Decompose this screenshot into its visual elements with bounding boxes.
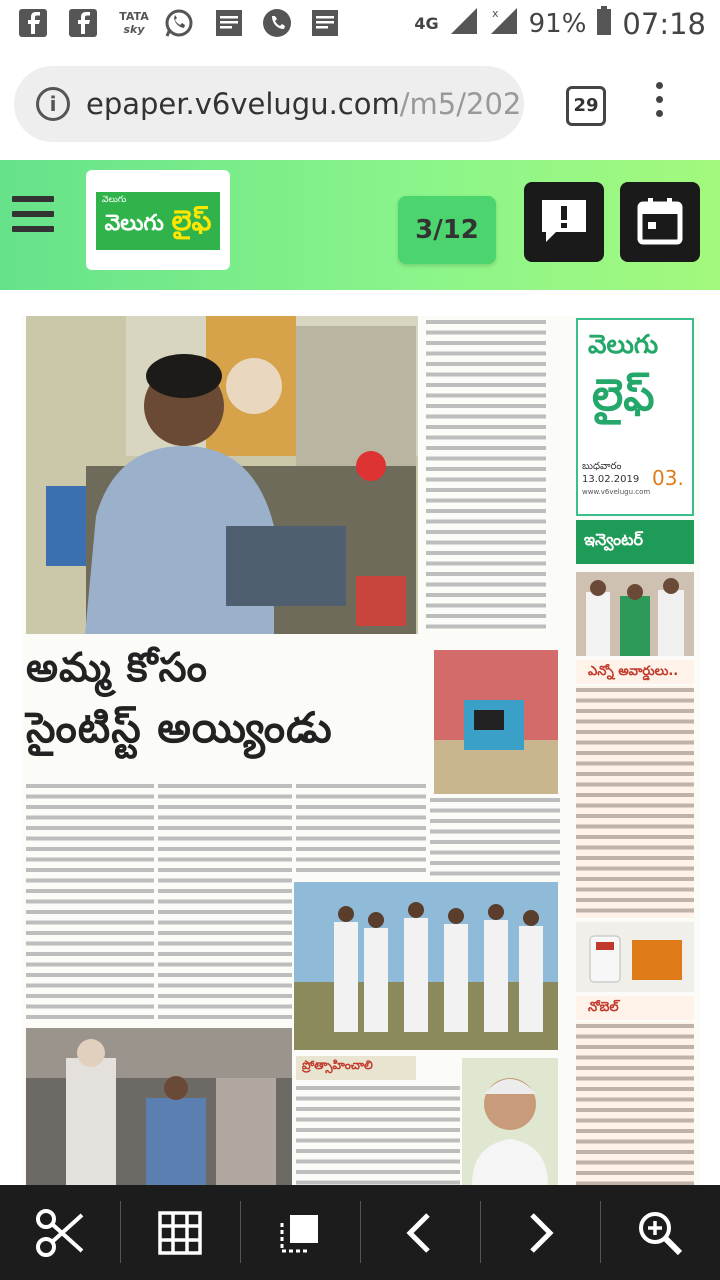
newspaper-page [22, 316, 700, 1185]
article-text-column [296, 782, 426, 878]
calendar-button[interactable] [620, 182, 700, 262]
article-text-column [26, 782, 154, 1020]
crop-button[interactable] [240, 1185, 360, 1280]
tab-switcher-button[interactable]: 29 [566, 86, 606, 126]
sidebar-masthead [576, 318, 694, 516]
crop-icon [278, 1211, 322, 1255]
tata-label: TATA [119, 10, 149, 23]
article-text-column [430, 796, 560, 878]
sidebar-heading-nobel: నోబెల్ [576, 996, 694, 1020]
phone-icon [262, 8, 292, 38]
chevron-left-icon [400, 1211, 440, 1255]
device-photo [434, 650, 558, 794]
section-tag [576, 520, 694, 564]
edition-site: www.v6velugu.com [582, 488, 651, 496]
clip-button[interactable] [0, 1185, 120, 1280]
sidebar-text [576, 686, 694, 918]
logo-main-text: వెలుగు [104, 211, 164, 236]
main-article-photo [26, 316, 418, 634]
status-bar [0, 0, 720, 48]
next-page-button[interactable] [480, 1185, 600, 1280]
sidebar-device-photo [576, 922, 694, 992]
event-photo [26, 1028, 292, 1185]
masthead-main: లైఫ్ [592, 370, 655, 421]
battery-icon [596, 6, 612, 43]
logo-small-text: వెలుగు [102, 195, 127, 205]
whatsapp-icon [164, 8, 194, 38]
zoom-button[interactable] [600, 1185, 720, 1280]
clock: 07:18 [622, 7, 706, 41]
edition-day: బుధవారం [582, 461, 622, 472]
velugu-life-logo[interactable] [86, 170, 230, 270]
facebook-icon [68, 8, 98, 38]
svg-text:x: x [491, 6, 499, 20]
edition-date: 13.02.2019 [582, 474, 640, 485]
sidebar-text [576, 1022, 694, 1185]
status-right [414, 4, 720, 44]
grid-icon [158, 1211, 202, 1255]
overflow-menu-icon[interactable] [656, 82, 666, 124]
battery-percent: 91% [528, 9, 587, 39]
signal-icon [449, 6, 479, 43]
previous-page-button[interactable] [360, 1185, 480, 1280]
grid-view-button[interactable] [120, 1185, 240, 1280]
article-text-column [426, 318, 546, 634]
sky-label: sky [123, 23, 145, 36]
facebook-icon [18, 8, 48, 38]
sidebar-award-photo [576, 572, 694, 656]
bottom-toolbar [0, 1185, 720, 1280]
info-icon[interactable]: i [36, 87, 70, 121]
article-text-column [158, 782, 292, 1020]
report-button[interactable] [524, 182, 604, 262]
section-label: ఇన్వెంటర్ [584, 530, 644, 549]
epaper-app-bar [0, 160, 720, 290]
url-text[interactable] [86, 87, 521, 121]
document-icon [310, 8, 340, 38]
calendar-icon [620, 182, 700, 262]
zoom-in-icon [636, 1209, 684, 1257]
article-subheading: ప్రోత్సాహించాలి [302, 1058, 373, 1072]
url-path: /m5/202 [399, 87, 522, 121]
epaper-viewer[interactable] [0, 290, 720, 1185]
sidebar-heading-awards: ఎన్నో అవార్డులు.. [576, 660, 694, 684]
url-host: epaper.v6velugu.com [86, 87, 400, 121]
document-icon [214, 8, 244, 38]
network-type: 4G [414, 14, 439, 33]
menu-icon[interactable] [12, 196, 54, 241]
logo-accent-text: లైఫ్ [171, 204, 212, 237]
group-photo [294, 882, 558, 1050]
tata-sky-icon [114, 10, 154, 40]
article-text-column [296, 1084, 460, 1185]
browser-toolbar [0, 48, 720, 160]
logo-badge [96, 192, 220, 250]
signal-icon [489, 6, 519, 43]
subheading-band [296, 1056, 416, 1080]
page-indicator[interactable]: 3/12 [398, 196, 496, 264]
scissors-icon [34, 1207, 86, 1259]
address-bar[interactable] [14, 66, 524, 142]
edition-page: 03. [652, 466, 684, 490]
article-headline-line2: సైంటిస్ట్ అయ్యిండు [26, 703, 333, 752]
feedback-icon [524, 182, 604, 262]
portrait-photo [462, 1058, 558, 1185]
masthead-top: వెలుగు [588, 330, 659, 360]
chevron-right-icon [520, 1211, 560, 1255]
article-headline-line1: అమ్మ కోసం [26, 645, 208, 691]
